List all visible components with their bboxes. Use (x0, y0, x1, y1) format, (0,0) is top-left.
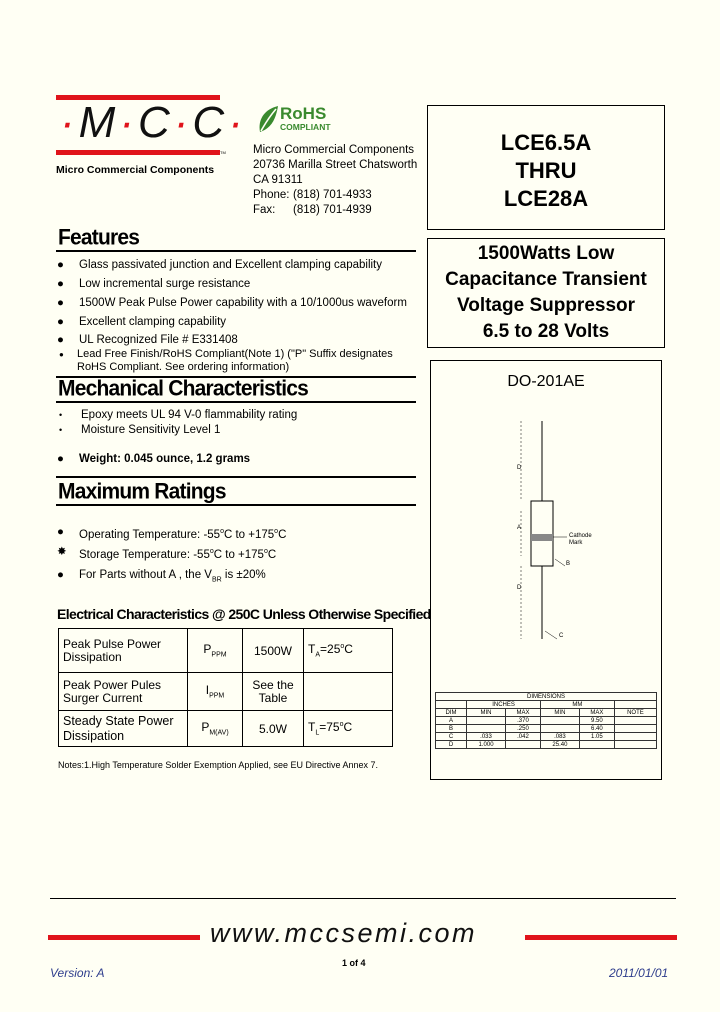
features-title: Features (58, 225, 140, 250)
package-name: DO-201AE (507, 373, 585, 390)
features-rule (56, 250, 416, 252)
description-line: Voltage Suppressor (456, 295, 636, 316)
dimensions-cell: .042 (505, 733, 540, 741)
dimensions-table (435, 692, 657, 749)
website-url[interactable]: www.mccsemi.com (210, 918, 478, 948)
ec-param: Steady State Power Dissipation (59, 711, 188, 747)
phone-number: (818) 701-4933 (293, 189, 372, 201)
cathode-label-line: Cathode (569, 533, 592, 539)
dimensions-cell: B (436, 725, 467, 733)
dimensions-cell: 6.40 (579, 725, 614, 733)
logo-company-name: Micro Commercial Components (56, 164, 215, 176)
part-last: LCE28A (503, 186, 589, 211)
dimensions-cell: D (436, 741, 467, 749)
ec-value: 1500W (243, 629, 304, 673)
description-line: Capacitance Transient (445, 269, 647, 290)
ratings-top-rule (56, 476, 416, 478)
ec-symbol: $I_{PPM}$ (188, 673, 243, 711)
dimensions-cell: .250 (505, 725, 540, 733)
electrical-notes: Notes:1.High Temperature Solder Exemption Applied, see EU Directive Annex 7. (58, 760, 379, 770)
mcc-logo: ·M·C·C· (60, 98, 247, 147)
address-line: CA 91311 (253, 174, 303, 186)
dimensions-cell (614, 733, 656, 741)
rohs-subtitle: COMPLIANT (280, 122, 331, 132)
address-line: Micro Commercial Components (253, 144, 415, 156)
dimensions-title: DIMENSIONS (436, 693, 657, 701)
dimensions-group-inches: INCHES (467, 701, 541, 709)
dimensions-header: MAX (505, 709, 540, 717)
part-number-box (427, 105, 665, 230)
fax-number: (818) 701-4939 (293, 204, 372, 216)
dimensions-cell: .083 (540, 733, 579, 741)
dim-label-c: C (559, 633, 564, 639)
dimensions-cell: 9.50 (579, 717, 614, 725)
address-line: 20736 Marilla Street Chatsworth (253, 159, 418, 171)
dimensions-header: MIN (467, 709, 506, 717)
ec-symbol: $P_{M(AV)}$ (188, 711, 243, 747)
footer-left-bar (48, 935, 200, 940)
dim-label-d2: D (517, 585, 522, 591)
dimensions-cell: 1.000 (467, 741, 506, 749)
electrical-title: Electrical Characteristics @ 250C Unless Otherwise Specified (57, 606, 431, 622)
version-label: Version: A (50, 966, 105, 980)
dimensions-cell (467, 717, 506, 725)
package-outline-drawing (431, 361, 661, 661)
mechanical-title: Mechanical Characteristics (58, 376, 308, 401)
dimensions-cell (540, 725, 579, 733)
dimensions-cell (505, 741, 540, 749)
dimensions-cell: C (436, 733, 467, 741)
description-box (427, 238, 665, 348)
description-line: 6.5 to 28 Volts (482, 321, 610, 342)
dimensions-header: NOTE (614, 709, 656, 717)
dimensions-cell (614, 741, 656, 749)
dimensions-group-mm: MM (540, 701, 614, 709)
ratings-rule (56, 504, 416, 506)
dimensions-cell: A (436, 717, 467, 725)
rohs-leaf-icon (256, 104, 280, 134)
footer-rule (50, 898, 676, 899)
part-thru: THRU (515, 158, 577, 183)
dimensions-header: MIN (540, 709, 579, 717)
dim-label-d: D (517, 465, 522, 471)
ec-condition (304, 673, 393, 711)
fax-label: Fax: (253, 204, 276, 216)
dimensions-cell: 1.05 (579, 733, 614, 741)
ratings-title: Maximum Ratings (58, 479, 226, 504)
dimensions-spacer (436, 701, 467, 709)
dimensions-cell (579, 741, 614, 749)
ec-value: See the Table (243, 673, 304, 711)
footer-right-bar (525, 935, 677, 940)
dimensions-cell (467, 725, 506, 733)
electrical-table (58, 628, 393, 747)
phone-label: Phone: (253, 189, 290, 201)
dimensions-header: MAX (579, 709, 614, 717)
logo-trademark: TM (220, 150, 226, 155)
dimensions-header: DIM (436, 709, 467, 717)
dimensions-cell: .370 (505, 717, 540, 725)
revision-date: 2011/01/01 (609, 966, 669, 980)
cathode-label (569, 533, 592, 547)
cathode-label-line: Mark (569, 540, 583, 546)
dimensions-cell: .033 (467, 733, 506, 741)
ec-condition: $T_A=25^oC$ (304, 629, 393, 673)
page-number: 1 of 4 (342, 958, 366, 968)
company-address (253, 143, 417, 218)
part-first: LCE6.5A (500, 130, 592, 155)
logo-bottom-bar (56, 150, 220, 155)
dimensions-cell: 25.40 (540, 741, 579, 749)
dimensions-cell (614, 717, 656, 725)
rohs-title: RoHS (280, 104, 327, 123)
dimensions-cell (614, 725, 656, 733)
description-line: 1500Watts Low (477, 243, 615, 264)
dim-label-b: B (566, 561, 571, 567)
ec-symbol: $P_{PPM}$ (188, 629, 243, 673)
dimensions-cell (540, 717, 579, 725)
dim-label-a: A (517, 525, 522, 531)
mechanical-rule (56, 401, 416, 403)
ec-param: Peak Power Pules Surger Current (59, 673, 188, 711)
dimensions-spacer (614, 701, 656, 709)
ec-value: 5.0W (243, 711, 304, 747)
ec-param: Peak Pulse Power Dissipation (59, 629, 188, 673)
ec-condition: $T_L=75^oC$ (304, 711, 393, 747)
